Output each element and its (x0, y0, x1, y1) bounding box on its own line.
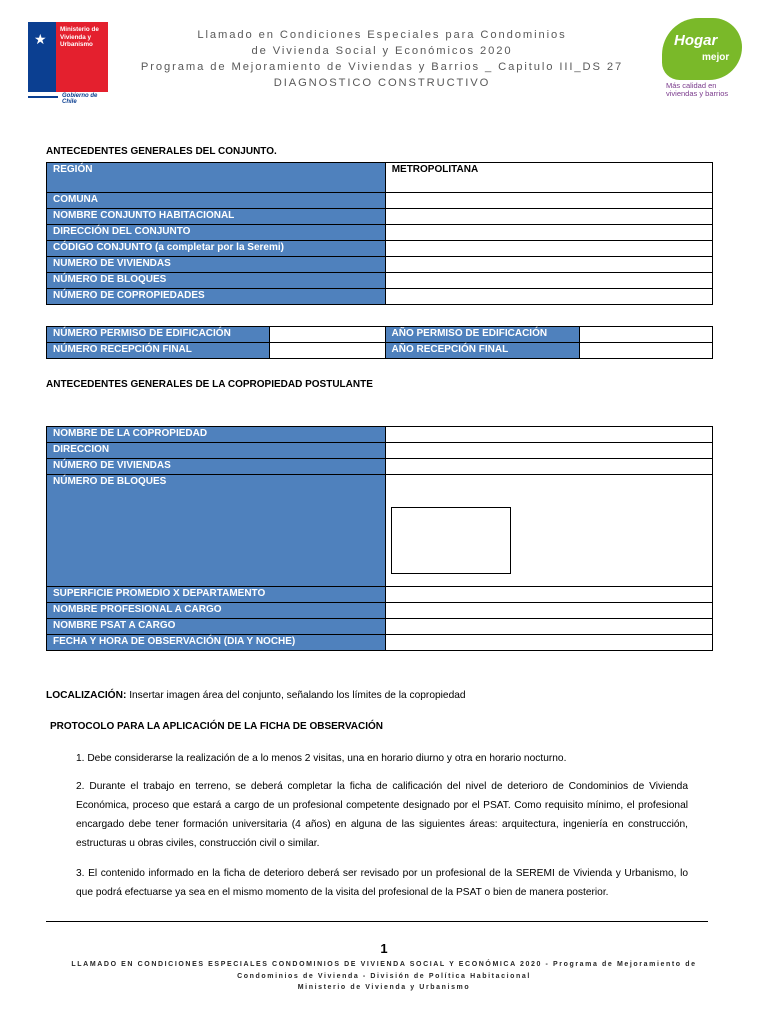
table-row (47, 209, 713, 225)
row-label: NOMBRE CONJUNTO HABITACIONAL (47, 209, 386, 225)
table-row (47, 587, 713, 603)
table-row (47, 459, 713, 475)
footer-text (40, 959, 728, 994)
table-row (47, 635, 713, 651)
ano-recepcion-field[interactable] (580, 343, 713, 359)
nombre-copropiedad-field[interactable] (385, 427, 712, 443)
table-row (47, 443, 713, 459)
hogar-mejor-logo: Hogar mejor Más calidad en viviendas y barrios (652, 18, 748, 104)
protocolo-item: 3. El contenido informado en la ficha de deterioro deberá ser revisado por un profesional de la SEREMI de Vivienda y Urbanismo, lo que podrá efectuarse ya sea en el mismo momento de la visita del profesional de la PSAT o bien de manera posterior. (76, 868, 688, 898)
table-row (47, 289, 713, 305)
row-label: DIRECCION (47, 443, 386, 459)
row-label: CÓDIGO CONJUNTO (a completar por la Seremi) (47, 241, 386, 257)
comuna-field[interactable] (385, 193, 712, 209)
row-label: NUMERO DE VIVIENDAS (47, 257, 386, 273)
row-label: AÑO RECEPCIÓN FINAL (385, 343, 580, 359)
numero-recepcion-field[interactable] (269, 343, 385, 359)
row-label: AÑO PERMISO DE EDIFICACIÓN (385, 327, 580, 343)
row-label: NÚMERO DE COPROPIEDADES (47, 289, 386, 305)
row-label: COMUNA (47, 193, 386, 209)
numero-bloques-field[interactable] (385, 475, 712, 587)
row-label: NOMBRE PSAT A CARGO (47, 619, 386, 635)
numero-copropiedades-field[interactable] (385, 289, 712, 305)
numero-permiso-field[interactable] (269, 327, 385, 343)
footer-line: Ministerio de Vivienda y Urbanismo (297, 984, 471, 991)
table-row (47, 427, 713, 443)
numero-viviendas-field[interactable] (385, 459, 712, 475)
copropiedad-table (46, 426, 713, 651)
table-row (47, 163, 713, 193)
section2-heading: ANTECEDENTES GENERALES DE LA COPROPIEDAD POSTULANTE (46, 379, 373, 390)
title-line: Programa de Mejoramiento de Viviendas y Barrios _ Capitulo III_DS 27 (140, 61, 624, 73)
table-row (47, 225, 713, 241)
direccion-field[interactable] (385, 443, 712, 459)
protocolo-item: 2. Durante el trabajo en terreno, se deberá completar la ficha de calificación del nivel de deterioro de Condominios de Vivienda Económica, proceso que estará a cargo de un profesional competente designado por el PSAT. Como requisito mínimo, el profesional encargado debe tener formación universitaria (4 años) en alguna de las siguientes áreas: arquitectura, ingeniería en construcción, estructuras u obras civiles, construcción civil o similar. (76, 781, 688, 849)
page-number: 1 (380, 941, 388, 956)
permisos-table (46, 326, 713, 359)
psat-field[interactable] (385, 619, 712, 635)
star-icon: ★ (34, 31, 47, 47)
row-label: NÚMERO DE BLOQUES (47, 475, 386, 587)
footer-divider (46, 921, 708, 922)
section1-heading: ANTECEDENTES GENERALES DEL CONJUNTO. (46, 146, 277, 157)
table-row (47, 257, 713, 273)
conjunto-table (46, 162, 713, 305)
direccion-conjunto-field[interactable] (385, 225, 712, 241)
table-row (47, 241, 713, 257)
table-row (47, 193, 713, 209)
table-row (47, 603, 713, 619)
ministerio-logo-line: Ministerio de (60, 26, 99, 33)
localizacion-text: Insertar imagen área del conjunto, señalando los límites de la copropiedad (126, 690, 466, 701)
row-label: NÚMERO PERMISO DE EDIFICACIÓN (47, 327, 270, 343)
title-line: DIAGNOSTICO CONSTRUCTIVO (273, 77, 491, 89)
row-label: REGIÓN (47, 163, 386, 193)
table-row (47, 475, 713, 587)
title-line: de Vivienda Social y Económicos 2020 (251, 45, 513, 57)
ano-permiso-field[interactable] (580, 327, 713, 343)
table-row (47, 619, 713, 635)
numero-bloques-field[interactable] (385, 273, 712, 289)
gobierno-label: Gobierno de Chile (62, 93, 98, 105)
row-label: FECHA Y HORA DE OBSERVACIÓN (DIA Y NOCHE) (47, 635, 386, 651)
codigo-conjunto-field[interactable] (385, 241, 712, 257)
protocolo-heading: PROTOCOLO PARA LA APLICACIÓN DE LA FICHA DE OBSERVACIÓN (50, 721, 383, 732)
footer-line: Condominios de Vivienda - División de Política Habitacional (237, 972, 531, 980)
row-label: NOMBRE PROFESIONAL A CARGO (47, 603, 386, 619)
ministerio-logo (28, 22, 108, 105)
table-row (47, 327, 713, 343)
localizacion-line (46, 686, 726, 705)
row-label: NÚMERO DE BLOQUES (47, 273, 386, 289)
localizacion-label: LOCALIZACIÓN: (46, 690, 127, 701)
row-label: NÚMERO RECEPCIÓN FINAL (47, 343, 270, 359)
protocolo-item: 1. Debe considerarse la realización de a lo menos 2 visitas, una en horario diurno y otra en horario nocturno. (76, 753, 567, 764)
fecha-hora-field[interactable] (385, 635, 712, 651)
numero-viviendas-field[interactable] (385, 257, 712, 273)
image-placeholder[interactable] (391, 507, 511, 574)
row-label: NOMBRE DE LA COPROPIEDAD (47, 427, 386, 443)
profesional-field[interactable] (385, 603, 712, 619)
ministerio-logo-line: Urbanismo (60, 41, 93, 48)
ministerio-logo-line: Vivienda y (60, 33, 92, 41)
nombre-conjunto-field[interactable] (385, 209, 712, 225)
table-row (47, 273, 713, 289)
table-row (47, 343, 713, 359)
footer-line: LLAMADO EN CONDICIONES ESPECIALES CONDOMINIOS DE VIVIENDA SOCIAL Y ECONÓMICA 2020 - Programa de Mejoramiento de (71, 961, 697, 968)
superficie-field[interactable] (385, 587, 712, 603)
document-title (120, 27, 644, 91)
row-label: DIRECCIÓN DEL CONJUNTO (47, 225, 386, 241)
row-label: SUPERFICIE PROMEDIO X DEPARTAMENTO (47, 587, 386, 603)
row-label: NÚMERO DE VIVIENDAS (47, 459, 386, 475)
title-line: Llamado en Condiciones Especiales para Condominios (197, 29, 567, 41)
region-value[interactable]: METROPOLITANA (385, 163, 712, 193)
